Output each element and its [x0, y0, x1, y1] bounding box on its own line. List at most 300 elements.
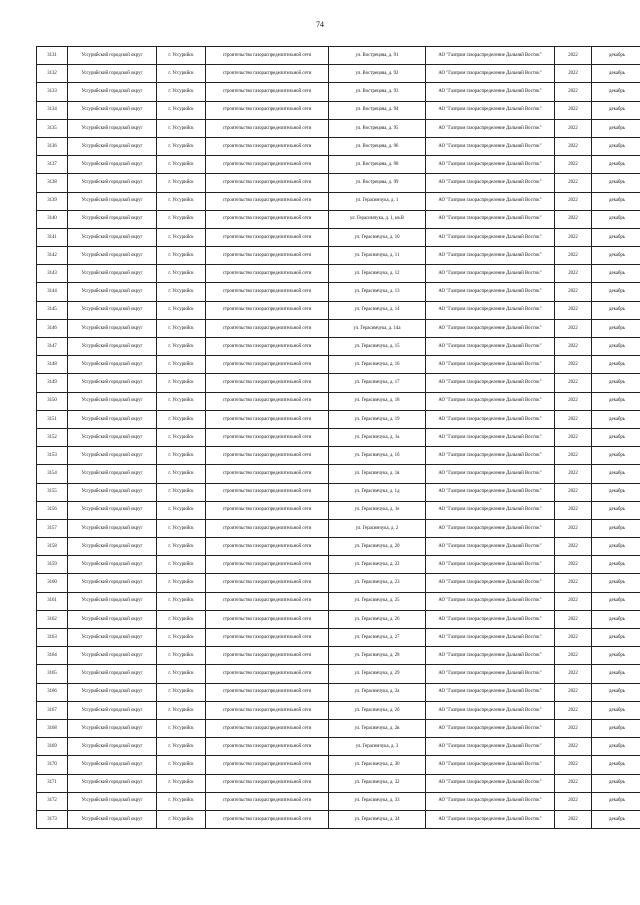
row-number-cell: 3155: [37, 483, 68, 501]
municipality-cell: Уссурийский городской округ: [68, 192, 157, 210]
work-type-cell: строительство газораспределительной сети: [206, 356, 329, 374]
address-cell: ул. Герасимчука, д. 32: [329, 774, 426, 792]
table-row: [37, 410, 640, 428]
month-cell: декабрь: [592, 356, 640, 374]
year-cell: 2022: [555, 374, 592, 392]
table-row: [37, 465, 640, 483]
organization-cell: АО "Газпром газораспределение Дальний Восток": [426, 428, 555, 446]
year-cell: 2022: [555, 47, 592, 65]
year-cell: 2022: [555, 156, 592, 174]
month-cell: декабрь: [592, 647, 640, 665]
address-cell: ул. Герасимчука, д. 30: [329, 756, 426, 774]
municipality-cell: Уссурийский городской округ: [68, 210, 157, 228]
organization-cell: АО "Газпром газораспределение Дальний Восток": [426, 538, 555, 556]
row-number-cell: 3133: [37, 83, 68, 101]
work-type-cell: строительство газораспределительной сети: [206, 392, 329, 410]
row-number-cell: 3151: [37, 410, 68, 428]
work-type-cell: строительство газораспределительной сети: [206, 65, 329, 83]
municipality-cell: Уссурийский городской округ: [68, 228, 157, 246]
year-cell: 2022: [555, 137, 592, 155]
month-cell: декабрь: [592, 156, 640, 174]
address-cell: ул. Герасимчука, д. 14а: [329, 319, 426, 337]
month-cell: декабрь: [592, 774, 640, 792]
organization-cell: АО "Газпром газораспределение Дальний Восток": [426, 574, 555, 592]
municipality-cell: Уссурийский городской округ: [68, 83, 157, 101]
address-cell: ул. Герасимчука, д. 23: [329, 574, 426, 592]
year-cell: 2022: [555, 592, 592, 610]
settlement-cell: г. Уссурийск: [157, 447, 206, 465]
table-row: [37, 374, 640, 392]
year-cell: 2022: [555, 574, 592, 592]
organization-cell: АО "Газпром газораспределение Дальний Восток": [426, 156, 555, 174]
organization-cell: АО "Газпром газораспределение Дальний Восток": [426, 556, 555, 574]
municipality-cell: Уссурийский городской округ: [68, 119, 157, 137]
year-cell: 2022: [555, 701, 592, 719]
address-cell: ул. Герасимчука, д. 18: [329, 392, 426, 410]
table-row: [37, 247, 640, 265]
address-cell: ул. Герасимчука, д. 1, кв.В: [329, 210, 426, 228]
settlement-cell: г. Уссурийск: [157, 374, 206, 392]
settlement-cell: г. Уссурийск: [157, 65, 206, 83]
work-type-cell: строительство газораспределительной сети: [206, 774, 329, 792]
row-number-cell: 3146: [37, 319, 68, 337]
work-type-cell: строительство газораспределительной сети: [206, 574, 329, 592]
table-row: [37, 356, 640, 374]
address-cell: ул. Герасимчука, д. 12: [329, 265, 426, 283]
work-type-cell: строительство газораспределительной сети: [206, 156, 329, 174]
municipality-cell: Уссурийский городской округ: [68, 774, 157, 792]
month-cell: декабрь: [592, 137, 640, 155]
organization-cell: АО "Газпром газораспределение Дальний Восток": [426, 101, 555, 119]
settlement-cell: г. Уссурийск: [157, 683, 206, 701]
row-number-cell: 3149: [37, 374, 68, 392]
year-cell: 2022: [555, 83, 592, 101]
year-cell: 2022: [555, 738, 592, 756]
organization-cell: АО "Газпром газораспределение Дальний Восток": [426, 119, 555, 137]
settlement-cell: г. Уссурийск: [157, 629, 206, 647]
work-type-cell: строительство газораспределительной сети: [206, 519, 329, 537]
table-row: [37, 756, 640, 774]
organization-cell: АО "Газпром газораспределение Дальний Восток": [426, 83, 555, 101]
settlement-cell: г. Уссурийск: [157, 410, 206, 428]
organization-cell: АО "Газпром газораспределение Дальний Восток": [426, 338, 555, 356]
municipality-cell: Уссурийский городской округ: [68, 465, 157, 483]
organization-cell: АО "Газпром газораспределение Дальний Восток": [426, 647, 555, 665]
address-cell: ул. Герасимчука, д. 11: [329, 247, 426, 265]
address-cell: ул. Герасимчука, д. 1б: [329, 447, 426, 465]
table-row: [37, 210, 640, 228]
organization-cell: АО "Газпром газораспределение Дальний Восток": [426, 447, 555, 465]
table-row: [37, 319, 640, 337]
organization-cell: АО "Газпром газораспределение Дальний Восток": [426, 47, 555, 65]
table-body: [37, 47, 640, 829]
work-type-cell: строительство газораспределительной сети: [206, 410, 329, 428]
row-number-cell: 3164: [37, 647, 68, 665]
table-row: [37, 719, 640, 737]
table-row: [37, 228, 640, 246]
table-row: [37, 428, 640, 446]
address-cell: ул. Вострецова, д. 99: [329, 174, 426, 192]
address-cell: ул. Герасимчука, д. 27: [329, 629, 426, 647]
municipality-cell: Уссурийский городской округ: [68, 610, 157, 628]
municipality-cell: Уссурийский городской округ: [68, 356, 157, 374]
settlement-cell: г. Уссурийск: [157, 465, 206, 483]
settlement-cell: г. Уссурийск: [157, 574, 206, 592]
municipality-cell: Уссурийский городской округ: [68, 428, 157, 446]
row-number-cell: 3147: [37, 338, 68, 356]
municipality-cell: Уссурийский городской округ: [68, 665, 157, 683]
row-number-cell: 3131: [37, 47, 68, 65]
settlement-cell: г. Уссурийск: [157, 338, 206, 356]
work-type-cell: строительство газораспределительной сети: [206, 683, 329, 701]
municipality-cell: Уссурийский городской округ: [68, 519, 157, 537]
municipality-cell: Уссурийский городской округ: [68, 483, 157, 501]
table-row: [37, 156, 640, 174]
table-row: [37, 392, 640, 410]
row-number-cell: 3135: [37, 119, 68, 137]
organization-cell: АО "Газпром газораспределение Дальний Восток": [426, 247, 555, 265]
row-number-cell: 3163: [37, 629, 68, 647]
year-cell: 2022: [555, 756, 592, 774]
settlement-cell: г. Уссурийск: [157, 738, 206, 756]
address-cell: ул. Вострецова, д. 94: [329, 101, 426, 119]
address-cell: ул. Герасимчука, д. 16: [329, 356, 426, 374]
table-row: [37, 174, 640, 192]
address-cell: ул. Герасимчука, д. 1в: [329, 465, 426, 483]
work-type-cell: строительство газораспределительной сети: [206, 83, 329, 101]
work-type-cell: строительство газораспределительной сети: [206, 792, 329, 810]
address-cell: ул. Герасимчука, д. 2: [329, 519, 426, 537]
organization-cell: АО "Газпром газораспределение Дальний Восток": [426, 137, 555, 155]
settlement-cell: г. Уссурийск: [157, 592, 206, 610]
month-cell: декабрь: [592, 228, 640, 246]
settlement-cell: г. Уссурийск: [157, 519, 206, 537]
month-cell: декабрь: [592, 810, 640, 828]
table-row: [37, 501, 640, 519]
municipality-cell: Уссурийский городской округ: [68, 101, 157, 119]
address-cell: ул. Герасимчука, д. 10: [329, 228, 426, 246]
municipality-cell: Уссурийский городской округ: [68, 810, 157, 828]
municipality-cell: Уссурийский городской округ: [68, 592, 157, 610]
table-row: [37, 701, 640, 719]
work-type-cell: строительство газораспределительной сети: [206, 192, 329, 210]
row-number-cell: 3140: [37, 210, 68, 228]
settlement-cell: г. Уссурийск: [157, 756, 206, 774]
table-row: [37, 47, 640, 65]
table-row: [37, 647, 640, 665]
work-type-cell: строительство газораспределительной сети: [206, 483, 329, 501]
organization-cell: АО "Газпром газораспределение Дальний Восток": [426, 410, 555, 428]
address-cell: ул. Герасимчука, д. 34: [329, 810, 426, 828]
table-row: [37, 792, 640, 810]
municipality-cell: Уссурийский городской округ: [68, 374, 157, 392]
organization-cell: АО "Газпром газораспределение Дальний Восток": [426, 519, 555, 537]
address-cell: ул. Герасимчука, д. 26: [329, 610, 426, 628]
address-cell: ул. Герасимчука, д. 22: [329, 556, 426, 574]
table-row: [37, 119, 640, 137]
year-cell: 2022: [555, 192, 592, 210]
table-row: [37, 574, 640, 592]
table-row: [37, 301, 640, 319]
year-cell: 2022: [555, 65, 592, 83]
work-type-cell: строительство газораспределительной сети: [206, 447, 329, 465]
month-cell: декабрь: [592, 665, 640, 683]
month-cell: декабрь: [592, 538, 640, 556]
work-type-cell: строительство газораспределительной сети: [206, 428, 329, 446]
settlement-cell: г. Уссурийск: [157, 483, 206, 501]
settlement-cell: г. Уссурийск: [157, 319, 206, 337]
table-row: [37, 101, 640, 119]
work-type-cell: строительство газораспределительной сети: [206, 465, 329, 483]
month-cell: декабрь: [592, 392, 640, 410]
year-cell: 2022: [555, 538, 592, 556]
work-type-cell: строительство газораспределительной сети: [206, 647, 329, 665]
organization-cell: АО "Газпром газораспределение Дальний Восток": [426, 283, 555, 301]
month-cell: декабрь: [592, 629, 640, 647]
table-row: [37, 592, 640, 610]
year-cell: 2022: [555, 174, 592, 192]
address-cell: ул. Герасимчука, д. 25: [329, 592, 426, 610]
table-row: [37, 65, 640, 83]
organization-cell: АО "Газпром газораспределение Дальний Восток": [426, 774, 555, 792]
address-cell: ул. Герасимчука, д. 1д: [329, 483, 426, 501]
row-number-cell: 3143: [37, 265, 68, 283]
address-cell: ул. Герасимчука, д. 14: [329, 301, 426, 319]
row-number-cell: 3170: [37, 756, 68, 774]
work-type-cell: строительство газораспределительной сети: [206, 719, 329, 737]
row-number-cell: 3150: [37, 392, 68, 410]
row-number-cell: 3158: [37, 538, 68, 556]
organization-cell: АО "Газпром газораспределение Дальний Восток": [426, 174, 555, 192]
table-row: [37, 774, 640, 792]
year-cell: 2022: [555, 447, 592, 465]
month-cell: декабрь: [592, 792, 640, 810]
row-number-cell: 3142: [37, 247, 68, 265]
address-cell: ул. Герасимчука, д. 2б: [329, 701, 426, 719]
work-type-cell: строительство газораспределительной сети: [206, 592, 329, 610]
year-cell: 2022: [555, 792, 592, 810]
row-number-cell: 3139: [37, 192, 68, 210]
month-cell: декабрь: [592, 301, 640, 319]
year-cell: 2022: [555, 483, 592, 501]
address-cell: ул. Герасимчука, д. 1а: [329, 428, 426, 446]
organization-cell: АО "Газпром газораспределение Дальний Восток": [426, 629, 555, 647]
municipality-cell: Уссурийский городской округ: [68, 137, 157, 155]
work-type-cell: строительство газораспределительной сети: [206, 119, 329, 137]
settlement-cell: г. Уссурийск: [157, 247, 206, 265]
settlement-cell: г. Уссурийск: [157, 228, 206, 246]
address-cell: ул. Герасимчука, д. 3: [329, 738, 426, 756]
work-type-cell: строительство газораспределительной сети: [206, 756, 329, 774]
settlement-cell: г. Уссурийск: [157, 83, 206, 101]
work-type-cell: строительство газораспределительной сети: [206, 283, 329, 301]
year-cell: 2022: [555, 410, 592, 428]
address-cell: ул. Герасимчука, д. 33: [329, 792, 426, 810]
settlement-cell: г. Уссурийск: [157, 210, 206, 228]
settlement-cell: г. Уссурийск: [157, 192, 206, 210]
settlement-cell: г. Уссурийск: [157, 792, 206, 810]
table-row: [37, 810, 640, 828]
municipality-cell: Уссурийский городской округ: [68, 319, 157, 337]
year-cell: 2022: [555, 101, 592, 119]
row-number-cell: 3144: [37, 283, 68, 301]
month-cell: декабрь: [592, 192, 640, 210]
table-row: [37, 738, 640, 756]
municipality-cell: Уссурийский городской округ: [68, 392, 157, 410]
municipality-cell: Уссурийский городской округ: [68, 574, 157, 592]
month-cell: декабрь: [592, 210, 640, 228]
table-row: [37, 483, 640, 501]
row-number-cell: 3156: [37, 501, 68, 519]
municipality-cell: Уссурийский городской округ: [68, 410, 157, 428]
row-number-cell: 3148: [37, 356, 68, 374]
settlement-cell: г. Уссурийск: [157, 719, 206, 737]
address-cell: ул. Герасимчука, д. 20: [329, 538, 426, 556]
settlement-cell: г. Уссурийск: [157, 119, 206, 137]
municipality-cell: Уссурийский городской округ: [68, 701, 157, 719]
work-type-cell: строительство газораспределительной сети: [206, 538, 329, 556]
row-number-cell: 3152: [37, 428, 68, 446]
table-row: [37, 556, 640, 574]
table-row: [37, 665, 640, 683]
row-number-cell: 3132: [37, 65, 68, 83]
year-cell: 2022: [555, 392, 592, 410]
row-number-cell: 3137: [37, 156, 68, 174]
table-row: [37, 519, 640, 537]
month-cell: декабрь: [592, 701, 640, 719]
settlement-cell: г. Уссурийск: [157, 137, 206, 155]
organization-cell: АО "Газпром газораспределение Дальний Восток": [426, 719, 555, 737]
settlement-cell: г. Уссурийск: [157, 701, 206, 719]
month-cell: декабрь: [592, 592, 640, 610]
row-number-cell: 3159: [37, 556, 68, 574]
year-cell: 2022: [555, 556, 592, 574]
year-cell: 2022: [555, 774, 592, 792]
municipality-cell: Уссурийский городской округ: [68, 629, 157, 647]
year-cell: 2022: [555, 501, 592, 519]
municipality-cell: Уссурийский городской округ: [68, 756, 157, 774]
work-type-cell: строительство газораспределительной сети: [206, 738, 329, 756]
organization-cell: АО "Газпром газораспределение Дальний Восток": [426, 810, 555, 828]
month-cell: декабрь: [592, 410, 640, 428]
address-cell: ул. Герасимчука, д. 15: [329, 338, 426, 356]
row-number-cell: 3165: [37, 665, 68, 683]
year-cell: 2022: [555, 119, 592, 137]
year-cell: 2022: [555, 265, 592, 283]
row-number-cell: 3154: [37, 465, 68, 483]
municipality-cell: Уссурийский городской округ: [68, 265, 157, 283]
work-type-cell: строительство газораспределительной сети: [206, 501, 329, 519]
month-cell: декабрь: [592, 101, 640, 119]
month-cell: декабрь: [592, 174, 640, 192]
address-cell: ул. Вострецова, д. 96: [329, 137, 426, 155]
table-row: [37, 83, 640, 101]
year-cell: 2022: [555, 228, 592, 246]
month-cell: декабрь: [592, 556, 640, 574]
work-type-cell: строительство газораспределительной сети: [206, 556, 329, 574]
month-cell: декабрь: [592, 465, 640, 483]
organization-cell: АО "Газпром газораспределение Дальний Восток": [426, 192, 555, 210]
table-row: [37, 283, 640, 301]
year-cell: 2022: [555, 665, 592, 683]
settlement-cell: г. Уссурийск: [157, 265, 206, 283]
month-cell: декабрь: [592, 338, 640, 356]
page-number: 74: [316, 20, 324, 29]
table-row: [37, 447, 640, 465]
municipality-cell: Уссурийский городской округ: [68, 556, 157, 574]
row-number-cell: 3160: [37, 574, 68, 592]
work-type-cell: строительство газораспределительной сети: [206, 301, 329, 319]
year-cell: 2022: [555, 428, 592, 446]
year-cell: 2022: [555, 810, 592, 828]
year-cell: 2022: [555, 338, 592, 356]
row-number-cell: 3172: [37, 792, 68, 810]
row-number-cell: 3166: [37, 683, 68, 701]
month-cell: декабрь: [592, 428, 640, 446]
municipality-cell: Уссурийский городской округ: [68, 338, 157, 356]
row-number-cell: 3138: [37, 174, 68, 192]
municipality-cell: Уссурийский городской округ: [68, 301, 157, 319]
month-cell: декабрь: [592, 501, 640, 519]
address-cell: ул. Герасимчука, д. 19: [329, 410, 426, 428]
row-number-cell: 3136: [37, 137, 68, 155]
month-cell: декабрь: [592, 447, 640, 465]
settlement-cell: г. Уссурийск: [157, 428, 206, 446]
row-number-cell: 3157: [37, 519, 68, 537]
organization-cell: АО "Газпром газораспределение Дальний Восток": [426, 265, 555, 283]
month-cell: декабрь: [592, 319, 640, 337]
year-cell: 2022: [555, 629, 592, 647]
work-type-cell: строительство газораспределительной сети: [206, 228, 329, 246]
municipality-cell: Уссурийский городской округ: [68, 719, 157, 737]
year-cell: 2022: [555, 247, 592, 265]
work-type-cell: строительство газораспределительной сети: [206, 610, 329, 628]
year-cell: 2022: [555, 647, 592, 665]
settlement-cell: г. Уссурийск: [157, 174, 206, 192]
settlement-cell: г. Уссурийск: [157, 774, 206, 792]
year-cell: 2022: [555, 683, 592, 701]
settlement-cell: г. Уссурийск: [157, 610, 206, 628]
month-cell: декабрь: [592, 119, 640, 137]
work-type-cell: строительство газораспределительной сети: [206, 810, 329, 828]
year-cell: 2022: [555, 356, 592, 374]
organization-cell: АО "Газпром газораспределение Дальний Восток": [426, 592, 555, 610]
organization-cell: АО "Газпром газораспределение Дальний Восток": [426, 610, 555, 628]
year-cell: 2022: [555, 283, 592, 301]
table-row: [37, 683, 640, 701]
work-type-cell: строительство газораспределительной сети: [206, 265, 329, 283]
month-cell: декабрь: [592, 610, 640, 628]
municipality-cell: Уссурийский городской округ: [68, 65, 157, 83]
address-cell: ул. Вострецова, д. 92: [329, 65, 426, 83]
month-cell: декабрь: [592, 47, 640, 65]
organization-cell: АО "Газпром газораспределение Дальний Восток": [426, 228, 555, 246]
address-cell: ул. Герасимчука, д. 2а: [329, 683, 426, 701]
settlement-cell: г. Уссурийск: [157, 538, 206, 556]
row-number-cell: 3173: [37, 810, 68, 828]
table-row: [37, 538, 640, 556]
month-cell: декабрь: [592, 756, 640, 774]
work-type-cell: строительство газораспределительной сети: [206, 629, 329, 647]
organization-cell: АО "Газпром газораспределение Дальний Восток": [426, 792, 555, 810]
address-cell: ул. Герасимчука, д. 28: [329, 647, 426, 665]
settlement-cell: г. Уссурийск: [157, 101, 206, 119]
table-row: [37, 338, 640, 356]
address-cell: ул. Герасимчука, д. 2в: [329, 719, 426, 737]
month-cell: декабрь: [592, 574, 640, 592]
address-cell: ул. Герасимчука, д. 1е: [329, 501, 426, 519]
municipality-cell: Уссурийский городской округ: [68, 792, 157, 810]
